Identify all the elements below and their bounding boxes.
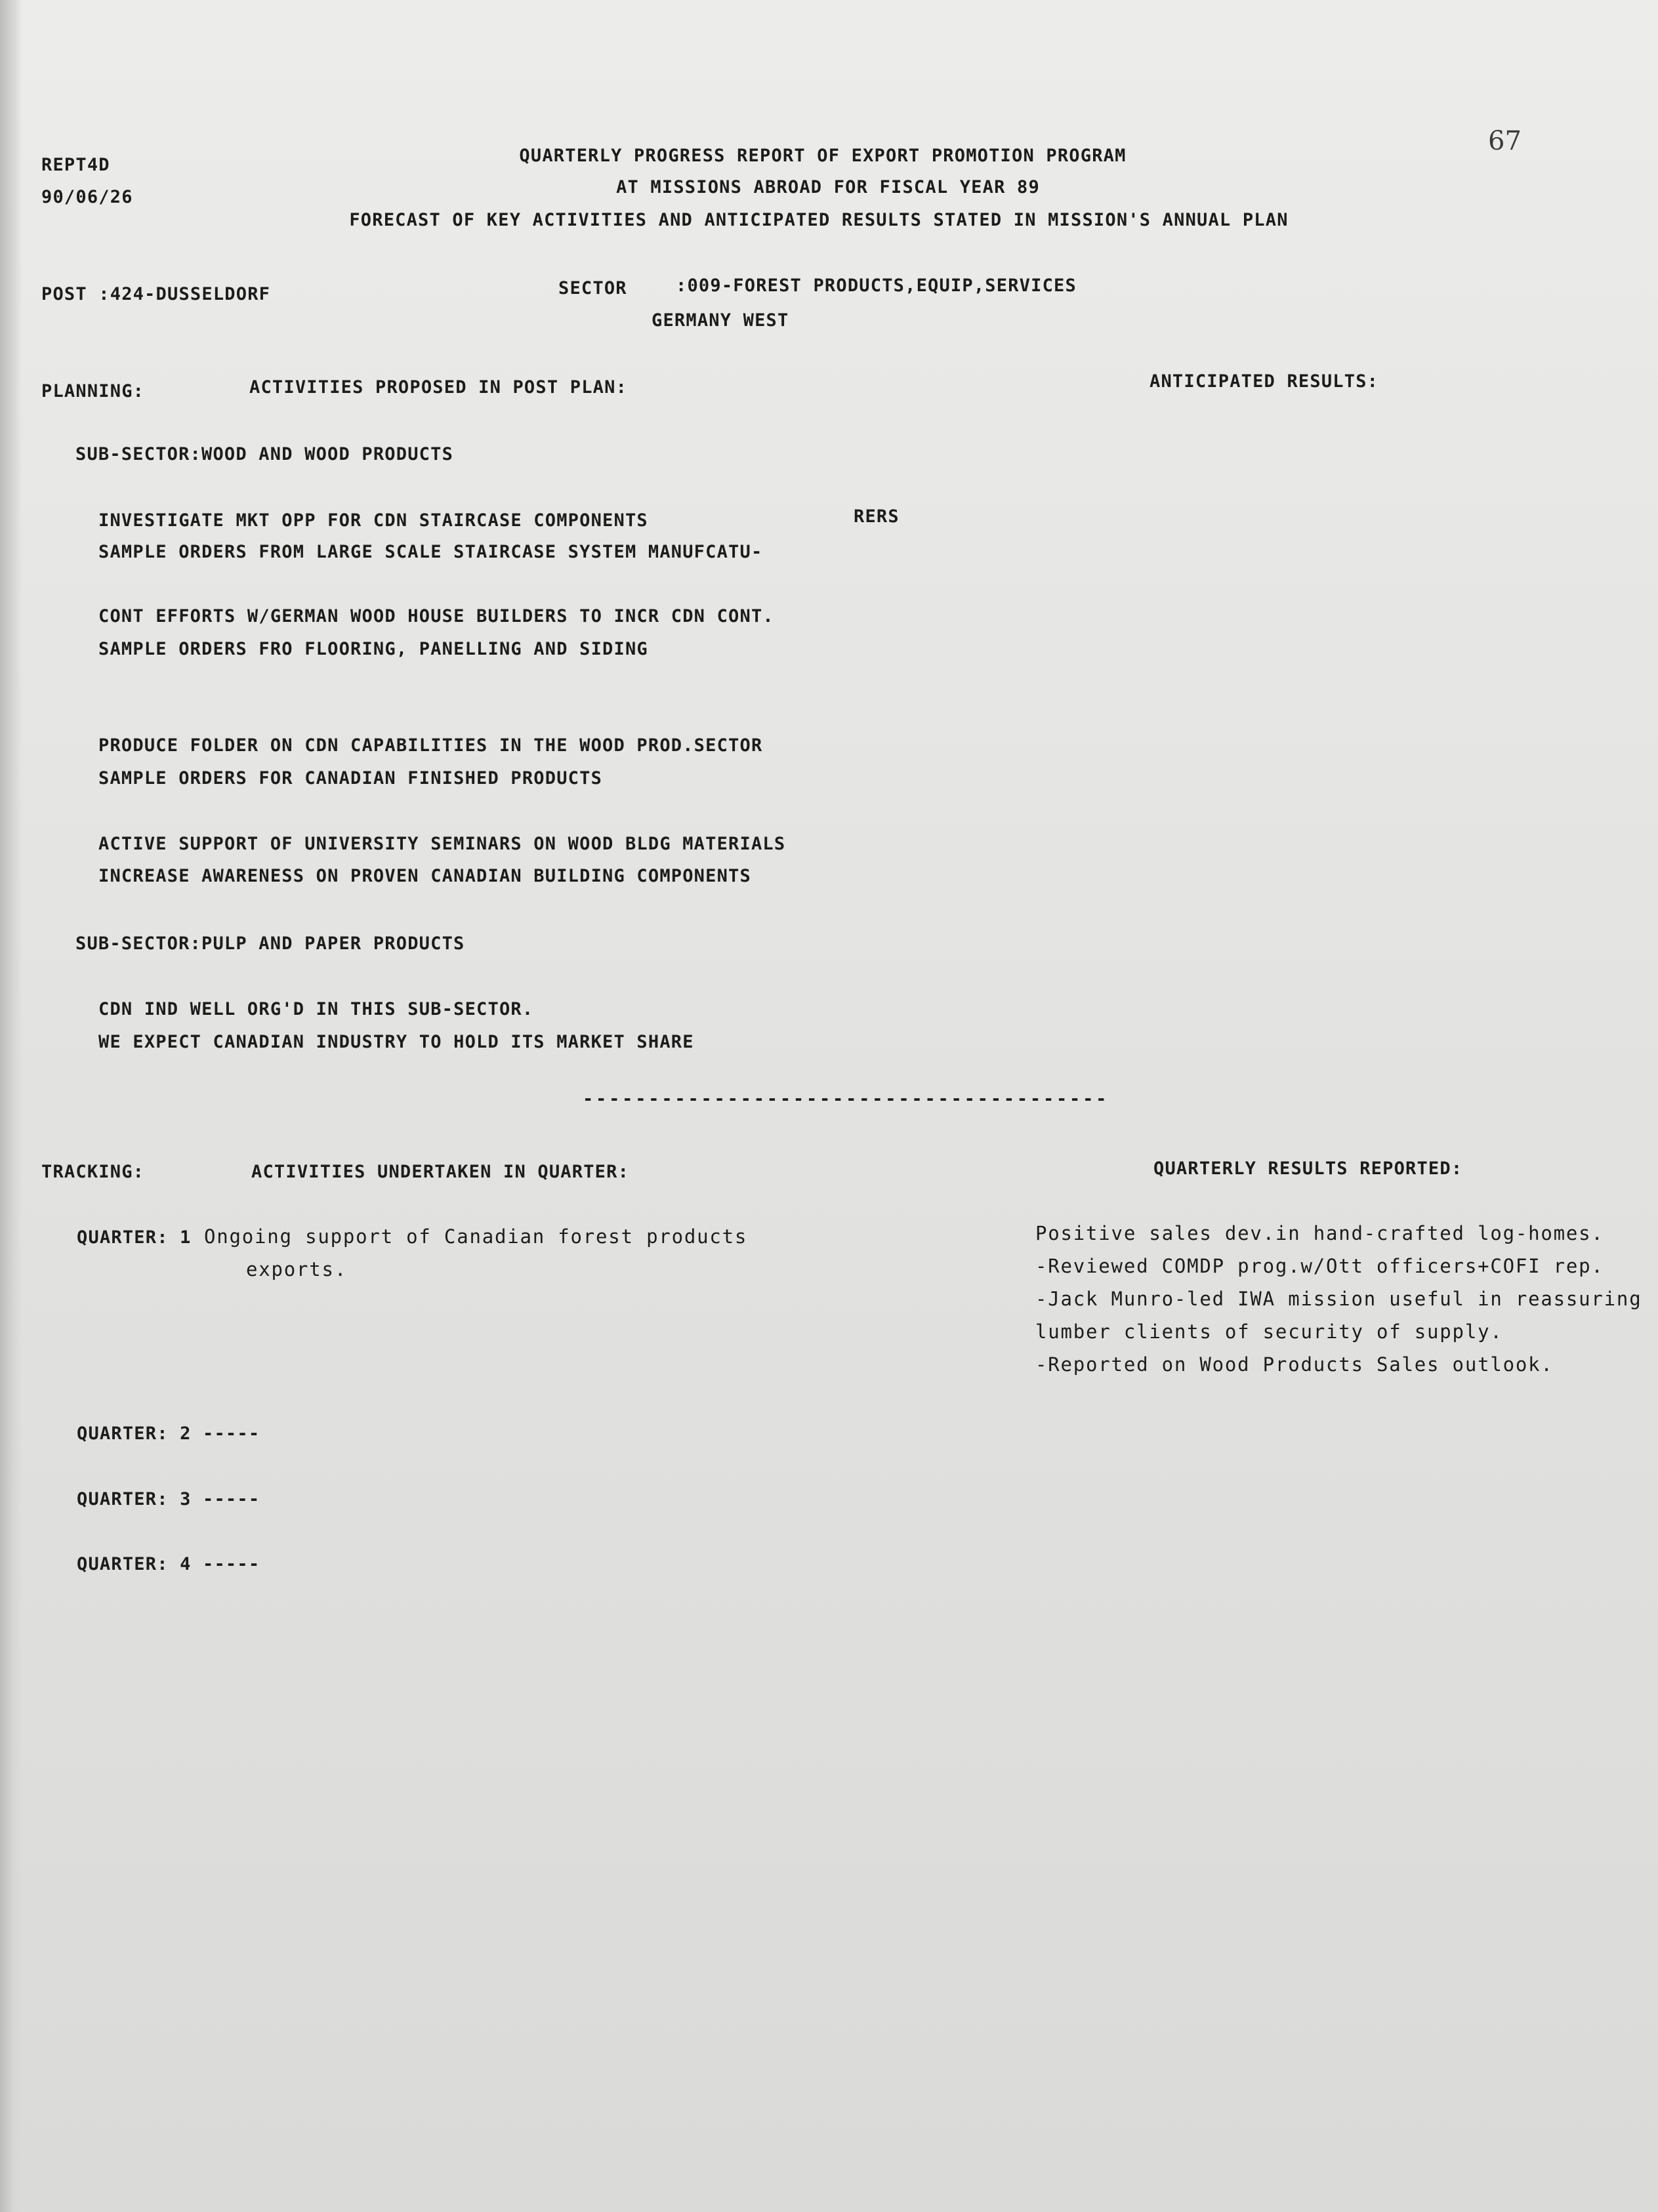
tracking-label: TRACKING: (41, 1162, 145, 1182)
section-divider: ---------------------------------------- (583, 1089, 1109, 1109)
quarter-1-result-5: -Reported on Wood Products Sales outlook. (1035, 1353, 1554, 1376)
sector-country: GERMANY WEST (652, 310, 789, 331)
post-label: POST :424-DUSSELDORF (41, 284, 271, 304)
quarter-1-result-4: lumber clients of security of supply. (1035, 1321, 1503, 1343)
planning-activities-header: ACTIVITIES PROPOSED IN POST PLAN: (249, 377, 628, 398)
title-line-2: AT MISSIONS ABROAD FOR FISCAL YEAR 89 (616, 177, 1040, 197)
quarter-1-result-1: Positive sales dev.in hand-crafted log-homes. (1035, 1222, 1604, 1244)
quarter-1-result-2: -Reviewed COMDP prog.w/Ott officers+COFI rep. (1035, 1255, 1604, 1277)
quarter-1-label: QUARTER: 1 (77, 1227, 192, 1248)
planning-item-5-line-1: CDN IND WELL ORG'D IN THIS SUB-SECTOR. (98, 999, 534, 1019)
planning-item-1-line-2: SAMPLE ORDERS FROM LARGE SCALE STAIRCASE SYSTEM MANUFCATU- (98, 542, 763, 562)
sector-value: :009-FOREST PRODUCTS,EQUIP,SERVICES (676, 276, 1077, 296)
page-edge-shadow (0, 0, 22, 2212)
quarter-2-entry: QUARTER: 2 ----- (77, 1423, 260, 1444)
planning-item-3-line-2: SAMPLE ORDERS FOR CANADIAN FINISHED PRODUCTS (98, 768, 603, 789)
planning-results-header: ANTICIPATED RESULTS: (1150, 371, 1379, 392)
planning-item-1-line-1: INVESTIGATE MKT OPP FOR CDN STAIRCASE COMPONENTS (98, 510, 648, 531)
title-line-1: QUARTERLY PROGRESS REPORT OF EXPORT PROMOTION PROGRAM (519, 146, 1127, 166)
subsector-pulp: SUB-SECTOR:PULP AND PAPER PRODUCTS (75, 933, 465, 954)
quarter-1-activity-line-1: Ongoing support of Canadian forest products (204, 1225, 748, 1248)
planning-item-3-line-1: PRODUCE FOLDER ON CDN CAPABILITIES IN THE WOOD PROD.SECTOR (98, 735, 763, 756)
sector-label: SECTOR (558, 278, 627, 298)
subsector-wood: SUB-SECTOR:WOOD AND WOOD PRODUCTS (75, 444, 454, 464)
planning-item-2-line-2: SAMPLE ORDERS FRO FLOORING, PANELLING AND SIDING (98, 639, 648, 659)
quarter-1-activity-line-2: exports. (246, 1258, 348, 1280)
planning-item-4-line-2: INCREASE AWARENESS ON PROVEN CANADIAN BUILDING COMPONENTS (98, 866, 751, 886)
quarter-4-entry: QUARTER: 4 ----- (77, 1554, 260, 1574)
tracking-activities-header: ACTIVITIES UNDERTAKEN IN QUARTER: (251, 1162, 630, 1182)
title-line-3: FORECAST OF KEY ACTIVITIES AND ANTICIPATED RESULTS STATED IN MISSION'S ANNUAL PLAN (349, 210, 1289, 230)
quarter-1-result-3: -Jack Munro-led IWA mission useful in reassuring (1035, 1288, 1642, 1310)
planning-item-4-line-1: ACTIVE SUPPORT OF UNIVERSITY SEMINARS ON WOOD BLDG MATERIALS (98, 834, 786, 854)
planning-label: PLANNING: (41, 381, 145, 401)
planning-item-2-line-1: CONT EFFORTS W/GERMAN WOOD HOUSE BUILDERS TO INCR CDN CONT. (98, 606, 774, 626)
report-id: REPT4D (41, 155, 110, 175)
report-date: 90/06/26 (41, 187, 133, 207)
tracking-results-header: QUARTERLY RESULTS REPORTED: (1153, 1158, 1463, 1179)
quarter-3-entry: QUARTER: 3 ----- (77, 1489, 260, 1509)
planning-item-5-line-2: WE EXPECT CANADIAN INDUSTRY TO HOLD ITS MARKET SHARE (98, 1032, 694, 1052)
page-number: 67 (1488, 126, 1522, 156)
planning-item-1-fragment: RERS (854, 506, 900, 527)
